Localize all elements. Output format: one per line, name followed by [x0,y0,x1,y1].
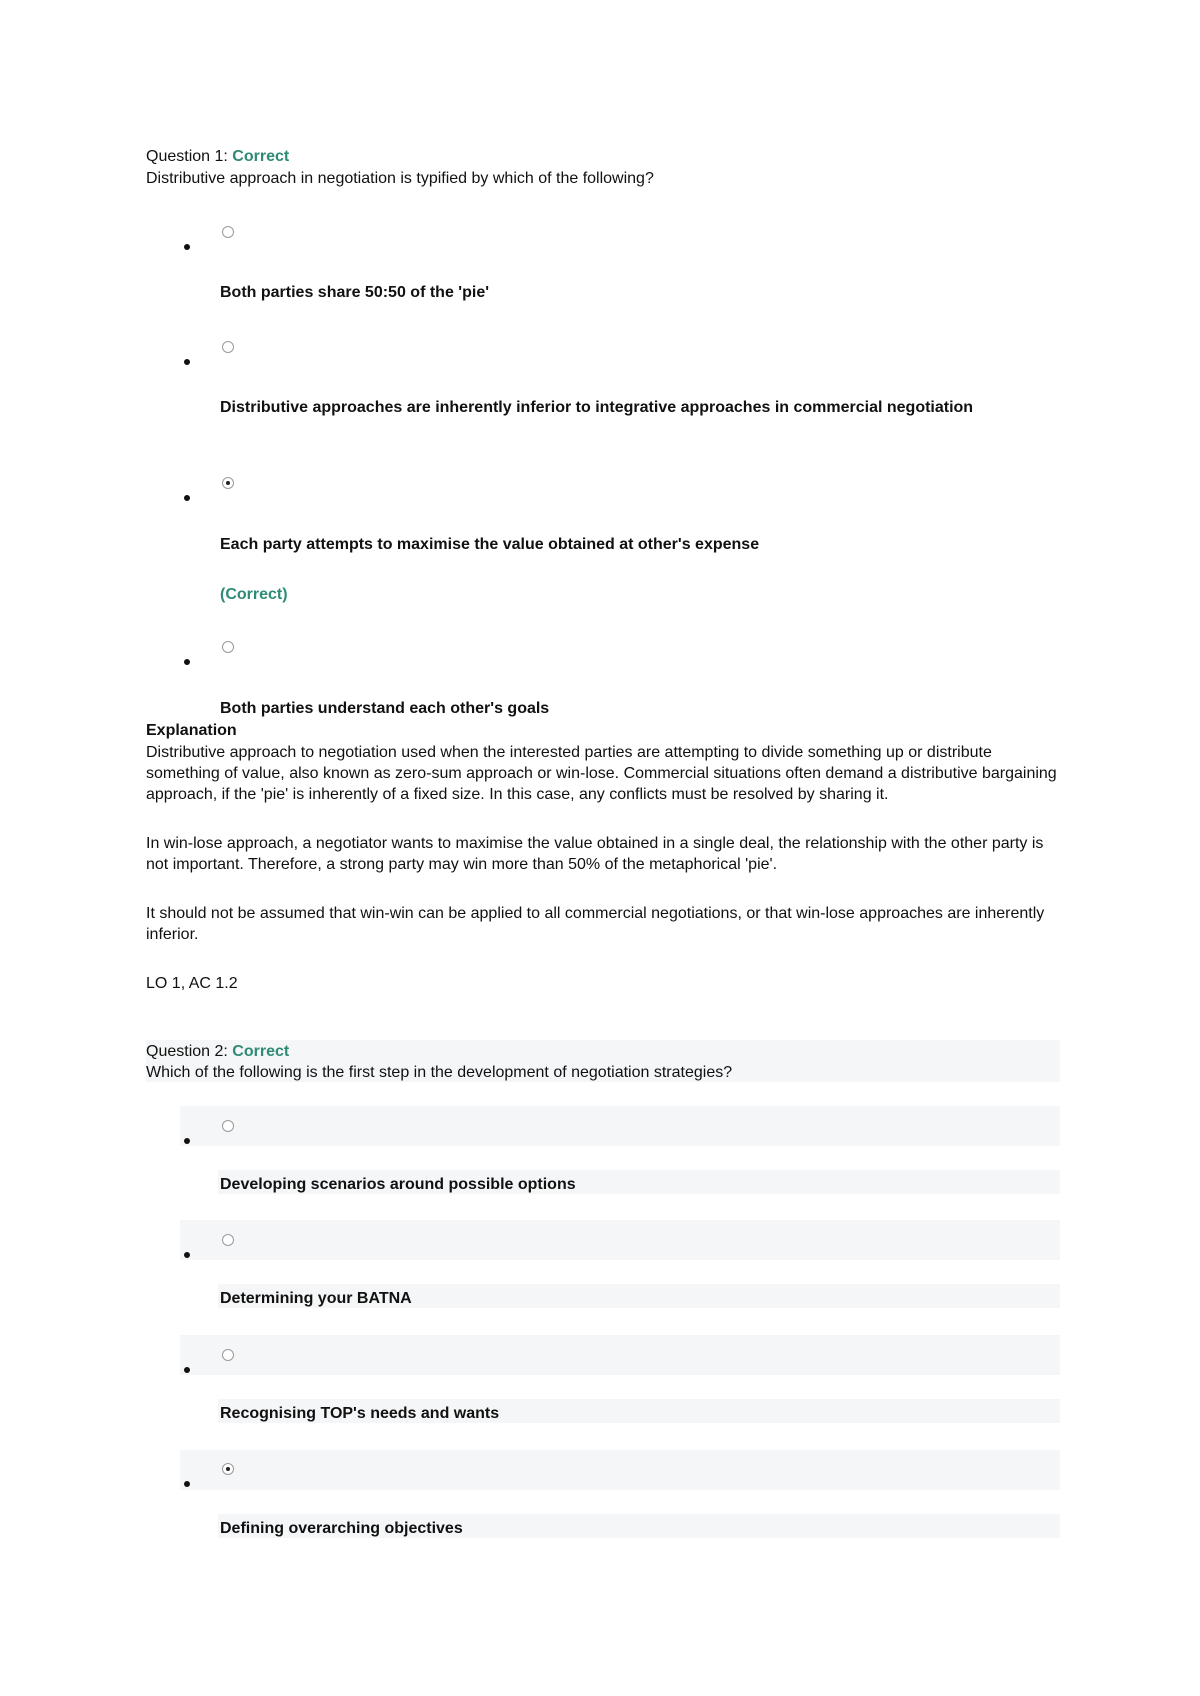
option-row-background [180,1106,1060,1146]
q2-option-3-label: Recognising TOP's needs and wants [220,1405,500,1422]
explanation-paragraph: In win-lose approach, a negotiator wants to maximise the value obtained in a single deal, the relationship with the other party is not important. Therefore, a strong party may win more than 50% of the metaphorical 'pie'. [146,835,1044,873]
bullet-icon [184,244,190,250]
radio-button-selected[interactable] [222,477,234,489]
bullet-icon [184,1367,190,1373]
learning-outcome-ref: LO 1, AC 1.2 [146,975,238,992]
question-1-prefix: Question 1: [146,148,233,165]
explanation-paragraph: It should not be assumed that win-win can be applied to all commercial negotiations, or that win-lose approaches are inherently inferior. [146,905,1045,943]
question-2-status: Correct [232,1043,290,1060]
radio-button-selected[interactable] [222,1463,234,1475]
radio-button[interactable] [222,341,234,353]
explanation-title: Explanation [146,722,237,739]
radio-button[interactable] [222,1120,234,1132]
question-2-prefix: Question 2: [146,1043,233,1060]
question-1-text: Distributive approach in negotiation is typified by which of the following? [146,170,654,187]
bullet-icon [184,1252,190,1258]
q1-option-3-label: Each party attempts to maximise the value obtained at other's expense [220,536,760,553]
radio-button[interactable] [222,641,234,653]
option-row-background [180,1335,1060,1375]
q2-option-4-label: Defining overarching objectives [220,1520,463,1537]
radio-button[interactable] [222,226,234,238]
option-row-background [180,1220,1060,1260]
question-2-header [146,1041,289,1062]
bullet-icon [184,495,190,501]
option-row-background [180,1450,1060,1490]
explanation-paragraph: Distributive approach to negotiation used when the interested parties are attempting to divide something up or distribute something of value, also known as zero-sum approach or win-lose. Commercial situations often demand a distributive bargaining approach, if the 'pie' is inherently of a fixed size. In this case, any conflicts must be resolved by sharing it. [146,744,1057,803]
bullet-icon [184,1481,190,1487]
question-1-header [146,146,289,167]
bullet-icon [184,1138,190,1144]
q1-option-4-label: Both parties understand each other's goals [220,700,550,717]
explanation-body [146,742,1060,994]
correct-indicator: (Correct) [220,586,288,603]
question-2-text: Which of the following is the first step in the development of negotiation strategies? [146,1064,733,1081]
q2-option-1-label: Developing scenarios around possible options [220,1176,576,1193]
question-1-status: Correct [232,148,290,165]
q2-option-2-label: Determining your BATNA [220,1290,412,1307]
q1-option-2-label: Distributive approaches are inherently inferior to integrative approaches in commercial negotiation [220,399,974,416]
bullet-icon [184,359,190,365]
radio-button[interactable] [222,1234,234,1246]
bullet-icon [184,659,190,665]
radio-button[interactable] [222,1349,234,1361]
q1-option-1-label: Both parties share 50:50 of the 'pie' [220,284,490,301]
